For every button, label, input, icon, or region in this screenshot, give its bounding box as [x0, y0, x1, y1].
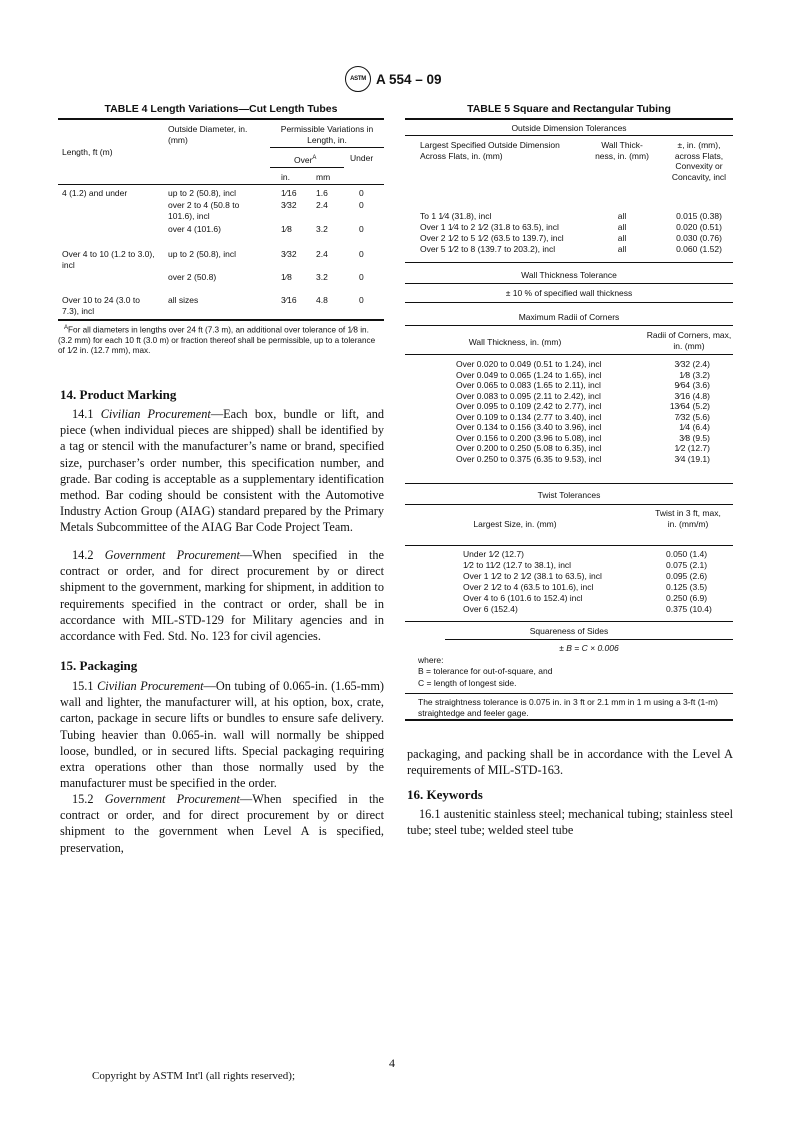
- table5-twist-row4-twist: 0.125 (3.5): [666, 582, 708, 592]
- table5-od-row2-size: Over 1 1⁄4 to 2 1⁄2 (31.8 to 63.5), incl: [420, 222, 559, 232]
- table4-row5-diameter: over 2 (50.8): [168, 272, 217, 282]
- table5-radii-row4-wall: Over 0.083 to 0.095 (2.11 to 2.42), incl: [456, 390, 601, 401]
- table5-radii-row7-radius: 1⁄4 (6.4): [679, 422, 710, 432]
- table5-radii-row2-wall: Over 0.049 to 0.065 (1.24 to 1.65), incl: [456, 369, 602, 380]
- table5-radii-row7-wall: Over 0.134 to 0.156 (3.40 to 3.96), incl: [456, 422, 602, 432]
- table5-twist-row2-twist: 0.075 (2.1): [666, 560, 708, 570]
- table4-row4-mm: 2.4: [316, 249, 328, 259]
- table5-twist-row6-size: Over 6 (152.4): [463, 604, 518, 614]
- table5-twist-col2: Twist in 3 ft, max, in. (mm/m): [655, 508, 721, 529]
- table5-twist-row3-twist: 0.095 (2.6): [666, 571, 708, 581]
- table4-header-mm: mm: [316, 172, 331, 182]
- section15-heading: 15. Packaging: [60, 658, 138, 673]
- copyright-notice: Copyright by ASTM Int'l (all rights reserved);: [92, 1070, 296, 1082]
- table5-radii-row1-radius: 3⁄32 (2.4): [674, 359, 710, 369]
- table5-square-formula: ± B = C × 0.006: [559, 643, 619, 653]
- table5-od-heading-rule: [405, 135, 733, 136]
- table5-square-b-def: B = tolerance for out-of-square, and: [418, 666, 553, 676]
- table5-twist-row2-size: 1⁄2 to 11⁄2 (12.7 to 38.1), incl: [463, 560, 572, 570]
- table4-row6-mm: 4.8: [316, 295, 328, 305]
- table5-radii-row9-radius: 1⁄2 (12.7): [674, 443, 710, 453]
- table5-od-col3: ±, in. (mm), across Flats, Convexity or Concavity, incl: [671, 140, 727, 182]
- table5-radii-row1-wall: Over 0.020 to 0.049 (0.51 to 1.24), incl: [456, 359, 602, 369]
- table5-od-row1-wall: all: [617, 211, 627, 221]
- table5-straightness-rule: [405, 693, 733, 694]
- table5-od-heading: Outside Dimension Tolerances: [511, 123, 627, 133]
- table5-wall-heading: Wall Thickness Tolerance: [521, 270, 617, 280]
- table5-wall-top-rule: [405, 262, 733, 263]
- table4-row5-under: 0: [359, 272, 364, 282]
- table5-od-row3-tol: 0.030 (0.76): [676, 233, 722, 243]
- designation: A 554 – 09: [376, 71, 442, 87]
- table4-header-over: Over$^A$: [294, 154, 317, 165]
- table5-square-where: where:: [418, 655, 444, 665]
- table5-radii-row5-radius: 13⁄64 (5.2): [669, 401, 710, 411]
- table5-radii-header-rule: [405, 354, 733, 355]
- table4-row3-in: 1⁄8: [281, 224, 292, 234]
- table4-row6-in: 3⁄16: [281, 295, 297, 305]
- table5-radii-row9-wall: Over 0.200 to 0.250 (5.08 to 6.35), incl: [456, 443, 602, 453]
- table5-twist-heading: Twist Tolerances: [537, 490, 601, 500]
- table4-row2-diameter: over 2 to 4 (50.8 to 101.6), incl: [168, 200, 240, 221]
- table5-twist-row3-size: Over 1 1⁄2 to 2 1⁄2 (38.1 to 63.5), incl: [463, 571, 602, 581]
- table4-row1-mm: 1.6: [316, 188, 328, 198]
- table4-row3-mm: 3.2: [316, 224, 328, 234]
- page-header: [345, 66, 442, 92]
- table5-straightness: The straightness tolerance is 0.075 in. in 3 ft or 2.1 mm in 1 m using a 3-ft (1-m) straightedge and feeler gage.: [418, 697, 718, 718]
- table5-radii-row10-wall: Over 0.250 to 0.375 (6.35 to 9.53), incl: [456, 453, 602, 464]
- table4-row1-diameter: up to 2 (50.8), incl: [168, 188, 237, 198]
- table5-wall-rule: [405, 283, 733, 284]
- page-number: 4: [389, 1056, 395, 1070]
- table4-footnote: $^A$For all diameters in lengths over 24 ft (7.3 m), an additional over tolerance of 1⁄8 in. (3.2 mm) for each 10 ft (3.0 m) or fraction thereof shall be permissible, up to a tolerance of 1⁄2 in. (12.7 mm), max.: [58, 325, 376, 356]
- table5-od-row1-tol: 0.015 (0.38): [676, 211, 722, 221]
- table5-radii-row8-radius: 3⁄8 (9.5): [679, 432, 710, 443]
- table5-od-row2-wall: all: [617, 222, 627, 232]
- table4-row4-in: 3⁄32: [281, 249, 297, 259]
- table4-row3-under: 0: [359, 224, 364, 234]
- table4-row4-length: Over 4 to 10 (1.2 to 3.0), incl: [62, 249, 155, 270]
- table4-row1-in: 1⁄16: [281, 188, 297, 198]
- table5-title: TABLE 5 Square and Rectangular Tubing: [467, 103, 671, 115]
- table4-header-in: in.: [281, 172, 290, 182]
- section15-1-paragraph: 15.1 Civilian Procurement—On tubing of 0.065-in. (1.65-mm) wall and lighter, the manufacturer will, at his option, box, crate, carton, package in secure lifts or bundles to ensure safe delivery. Tubing heavier than 0.065-in. wall will normally be shipped loose, bundled, or in secured lifts. Special packaging requiring extra operations other than those normally used by the manufacturer must be specified in the order.: [60, 679, 385, 791]
- table5-square-rule: [445, 639, 733, 640]
- table4-row4-diameter: up to 2 (50.8), incl: [168, 249, 237, 259]
- table5-od-row4-wall: all: [617, 244, 627, 254]
- table5-od-row1-size: To 1 1⁄4 (31.8), incl: [420, 211, 492, 221]
- section15-2-continued: packaging, and packing shall be in accordance with the Level A requirements of MIL-STD-163.: [407, 747, 733, 778]
- section16-1-paragraph: 16.1 austenitic stainless steel; mechanical tubing; stainless steel tube; steel tube; welded steel tube: [407, 807, 733, 838]
- table4-row6-under: 0: [359, 295, 364, 305]
- table5-bottom-rule: [405, 719, 733, 721]
- table5-twist-col1: Largest Size, in. (mm): [473, 519, 557, 529]
- table5-radii-row5-wall: Over 0.095 to 0.109 (2.42 to 2.77), incl: [456, 401, 602, 411]
- table5-radii-row3-wall: Over 0.065 to 0.083 (1.65 to 2.11), incl: [456, 380, 601, 390]
- table5-wall-text: ± 10 % of specified wall thickness: [505, 288, 633, 298]
- table5-radii-row3-radius: 9⁄64 (3.6): [674, 380, 710, 390]
- table5-square-top-rule: [405, 621, 733, 622]
- table5-radii-top-rule: [405, 302, 733, 303]
- table5-radii-row2-radius: 1⁄8 (3.2): [679, 369, 710, 380]
- table5-square-heading: Squareness of Sides: [529, 626, 609, 636]
- table4-header-under: Under: [350, 153, 374, 163]
- table4-row2-mm: 2.4: [316, 200, 328, 210]
- table4-top-rule: [58, 118, 384, 120]
- table5-twist-row1-size: Under 1⁄2 (12.7): [463, 549, 524, 559]
- table5-twist-row5-twist: 0.250 (6.9): [666, 593, 708, 603]
- table4-header-rule: [58, 184, 384, 185]
- table5-radii-row10-radius: 3⁄4 (19.1): [674, 453, 710, 464]
- astm-logo: ASTM: [345, 66, 371, 92]
- table4-row5-in: 1⁄8: [281, 272, 292, 282]
- table4-header-permissible: Permissible Variations in Length, in.: [280, 124, 374, 145]
- table4-title: TABLE 4 Length Variations—Cut Length Tubes: [104, 103, 338, 115]
- table5-od-col2: Wall Thick-ness, in. (mm): [595, 140, 649, 161]
- table5-radii-row6-wall: Over 0.109 to 0.134 (2.77 to 3.40), incl: [456, 411, 602, 422]
- table4-row2-in: 3⁄32: [281, 200, 297, 210]
- table5-square-c-def: C = length of longest side.: [418, 678, 517, 688]
- table5-od-col1: Largest Specified Outside Dimension Across Flats, in. (mm): [420, 140, 560, 161]
- table5-twist-top-rule: [405, 483, 733, 484]
- table5-twist-row6-twist: 0.375 (10.4): [666, 604, 712, 614]
- section16-heading: 16. Keywords: [407, 787, 483, 802]
- table5-od-row4-size: Over 5 1⁄2 to 8 (139.7 to 203.2), incl: [420, 244, 556, 254]
- table4-row4-under: 0: [359, 249, 364, 259]
- table5-twist-row1-twist: 0.050 (1.4): [666, 549, 708, 559]
- table5-radii-row4-radius: 3⁄16 (4.8): [674, 390, 710, 401]
- table5-radii-row6-radius: 7⁄32 (5.6): [674, 411, 710, 422]
- table5-twist-row4-size: Over 2 1⁄2 to 4 (63.5 to 101.6), incl: [463, 582, 594, 592]
- table4-bottom-rule: [58, 319, 384, 321]
- table4-row6-length: Over 10 to 24 (3.0 to 7.3), incl: [62, 295, 140, 316]
- table4-row6-diameter: all sizes: [168, 295, 199, 305]
- table5-od-row3-size: Over 2 1⁄2 to 5 1⁄2 (63.5 to 139.7), incl: [420, 233, 564, 243]
- table5-radii-row8-wall: Over 0.156 to 0.200 (3.96 to 5.08), incl: [456, 432, 602, 443]
- table5-radii-col2: Radii of Corners, max, in. (mm): [646, 330, 732, 351]
- table5-top-rule: [405, 118, 733, 120]
- table4-row1-under: 0: [359, 188, 364, 198]
- table4-permissible-rule: [270, 147, 384, 148]
- table5-twist-heading-rule: [405, 504, 733, 505]
- table5-twist-header-rule: [405, 545, 733, 546]
- table4-row5-mm: 3.2: [316, 272, 328, 282]
- section14-2-paragraph: 14.2 Government Procurement—When specified in the contract or order, and for direct procurement by or direct shipment to the government, marking for shipment, in addition to requirements specified in the contract or order, shall be in accordance with MIL-STD-129 for Military agencies and in accordance with Fed. Std. No. 123 for civil agencies.: [60, 548, 384, 644]
- table4-row3-diameter: over 4 (101.6): [168, 224, 221, 234]
- section15-2-paragraph: 15.2 Government Procurement—When specified in the contract or order, and for direct procurement by or direct shipment to the government when Level A is specified, preservation,: [60, 792, 384, 855]
- table4-over-rule: [270, 167, 344, 168]
- table5-radii-heading-rule: [405, 325, 733, 326]
- table5-od-row4-tol: 0.060 (1.52): [676, 244, 722, 254]
- table4-row2-under: 0: [359, 200, 364, 210]
- table5-radii-heading: Maximum Radii of Corners: [518, 312, 620, 322]
- table5-twist-row5-size: Over 4 to 6 (101.6 to 152.4) incl: [463, 593, 583, 603]
- section14-heading: 14. Product Marking: [60, 387, 177, 402]
- table5-od-row3-wall: all: [617, 233, 627, 243]
- table5-od-row2-tol: 0.020 (0.51): [676, 222, 722, 232]
- table4-row1-length: 4 (1.2) and under: [62, 188, 128, 198]
- table4-header-diameter: Outside Diameter, in. (mm): [168, 124, 248, 145]
- section14-1-paragraph: 14.1 Civilian Procurement—Each box, bundle or lift, and piece (when individual pieces are shipped) shall be identified by a tag or stencil with the manufacturer’s name or brand, specified size, purchaser’s order number, this specification number, and grade. Bar coding is acceptable as a supplementary identification method. Bar coding should be consistent with the Automotive Industry Action Group (AIAG) standard prepared by the Primary Metals Subcommittee of the AIAG Bar Code Project Team.: [60, 407, 384, 535]
- table4-header-length: Length, ft (m): [62, 147, 113, 157]
- table5-radii-col1: Wall Thickness, in. (mm): [468, 337, 562, 347]
